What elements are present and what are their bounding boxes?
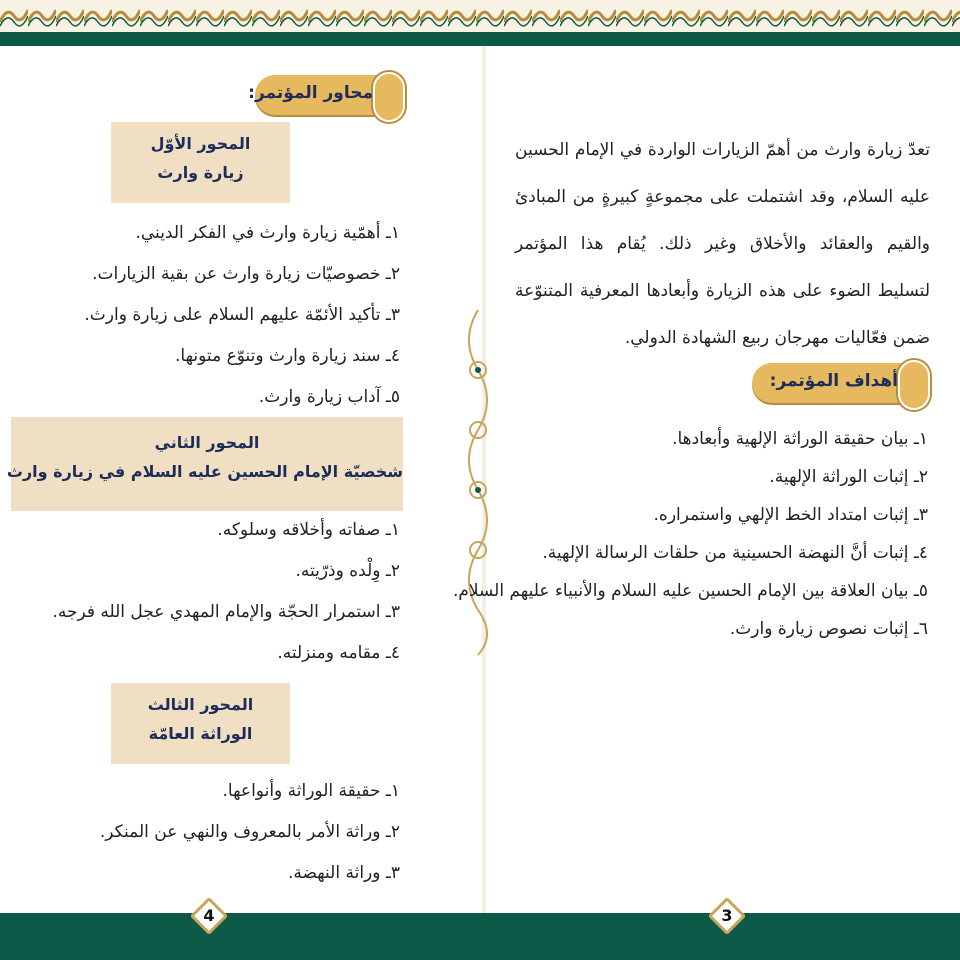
list-item: ٦ـ إثبات نصوص زيارة وارث. (729, 619, 928, 639)
axis1-subtitle: زيارة وارث (157, 163, 244, 182)
axis3-title: المحور الثالث (147, 695, 254, 714)
axis3-box (111, 683, 290, 764)
axis1-title: المحور الأوّل (150, 134, 251, 153)
pill-cap (373, 72, 405, 122)
list-item: ٥ـ آداب زيارة وارث. (258, 387, 400, 407)
axis2-subtitle: شخصيّة الإمام الحسين عليه السلام في زيارة وارث (6, 462, 403, 481)
border-ornament (0, 0, 960, 32)
goals-heading: أهداف المؤتمر: (769, 371, 898, 391)
list-item: ٣ـ استمرار الحجّة والإمام المهدي عجل الله فرجه. (52, 602, 400, 622)
axis2-box (6, 417, 403, 511)
page-number-left: 4 (203, 906, 215, 925)
list-item: ٢ـ وِلْده وذرّيته. (295, 561, 400, 581)
intro-paragraph: تعدّ زيارة وارث من أهمّ الزيارات الواردة في الإمام الحسين عليه السلام، وقد اشتملت على مجموعةٍ كبيرةٍ من المبادئ والقيم والعقائد والأخلاق وغير ذلك. يُقام هذا المؤتمر لتسليط الضوء على هذه الزيارة وأبعادها المعرفية المتنوّعة ضمن فعّاليات مهرجان ربيع الشهادة الدولي. (515, 140, 930, 348)
page-number-badge (709, 898, 745, 934)
list-item: ٤ـ مقامه ومنزلته. (277, 643, 400, 663)
list-item: ١ـ حقيقة الوراثة وأنواعها. (222, 781, 400, 801)
list-item: ٢ـ إثبات الوراثة الإلهية. (769, 467, 928, 487)
goals-list (452, 420, 928, 648)
list-item: ١ـ صفاته وأخلاقه وسلوكه. (217, 520, 400, 540)
goals-heading-pill (752, 363, 926, 403)
axis2-list (0, 510, 400, 674)
top-border-band (0, 0, 960, 46)
list-item: ١ـ بيان حقيقة الوراثة الإلهية وأبعادها. (672, 429, 928, 449)
axes-heading-pill (248, 75, 401, 115)
axis1-list (0, 213, 400, 418)
axis1-box (111, 122, 290, 203)
list-item: ٤ـ سند زيارة وارث وتنوّع متونها. (175, 346, 400, 366)
axis3-list (0, 771, 400, 894)
list-item: ٣ـ وراثة النهضة. (287, 863, 400, 883)
page-number-badge (191, 898, 227, 934)
list-item: ٢ـ وراثة الأمر بالمعروف والنهي عن المنكر. (99, 822, 400, 842)
list-item: ٣ـ تأكيد الأئمّة عليهم السلام على زيارة وارث. (84, 305, 400, 325)
axis2-title: المحور الثاني (154, 433, 260, 452)
pill-cap (898, 360, 930, 410)
axes-heading: محاور المؤتمر: (248, 83, 373, 103)
page-number-right: 3 (721, 906, 733, 925)
list-item: ٢ـ خصوصيّات زيارة وارث عن بقية الزيارات. (92, 264, 400, 284)
axis3-subtitle: الوراثة العامّة (148, 724, 253, 743)
list-item: ٥ـ بيان العلاقة بين الإمام الحسين عليه السلام والأنبياء عليهم السلام. (452, 581, 928, 601)
list-item: ٣ـ إثبات امتداد الخط الإلهي واستمراره. (653, 505, 928, 525)
list-item: ٤ـ إثبات أنَّ النهضة الحسينية من حلقات الرسالة الإلهية. (542, 543, 928, 563)
bottom-border-band (0, 913, 960, 960)
list-item: ١ـ أهمّية زيارة وارث في الفكر الديني. (135, 223, 400, 243)
